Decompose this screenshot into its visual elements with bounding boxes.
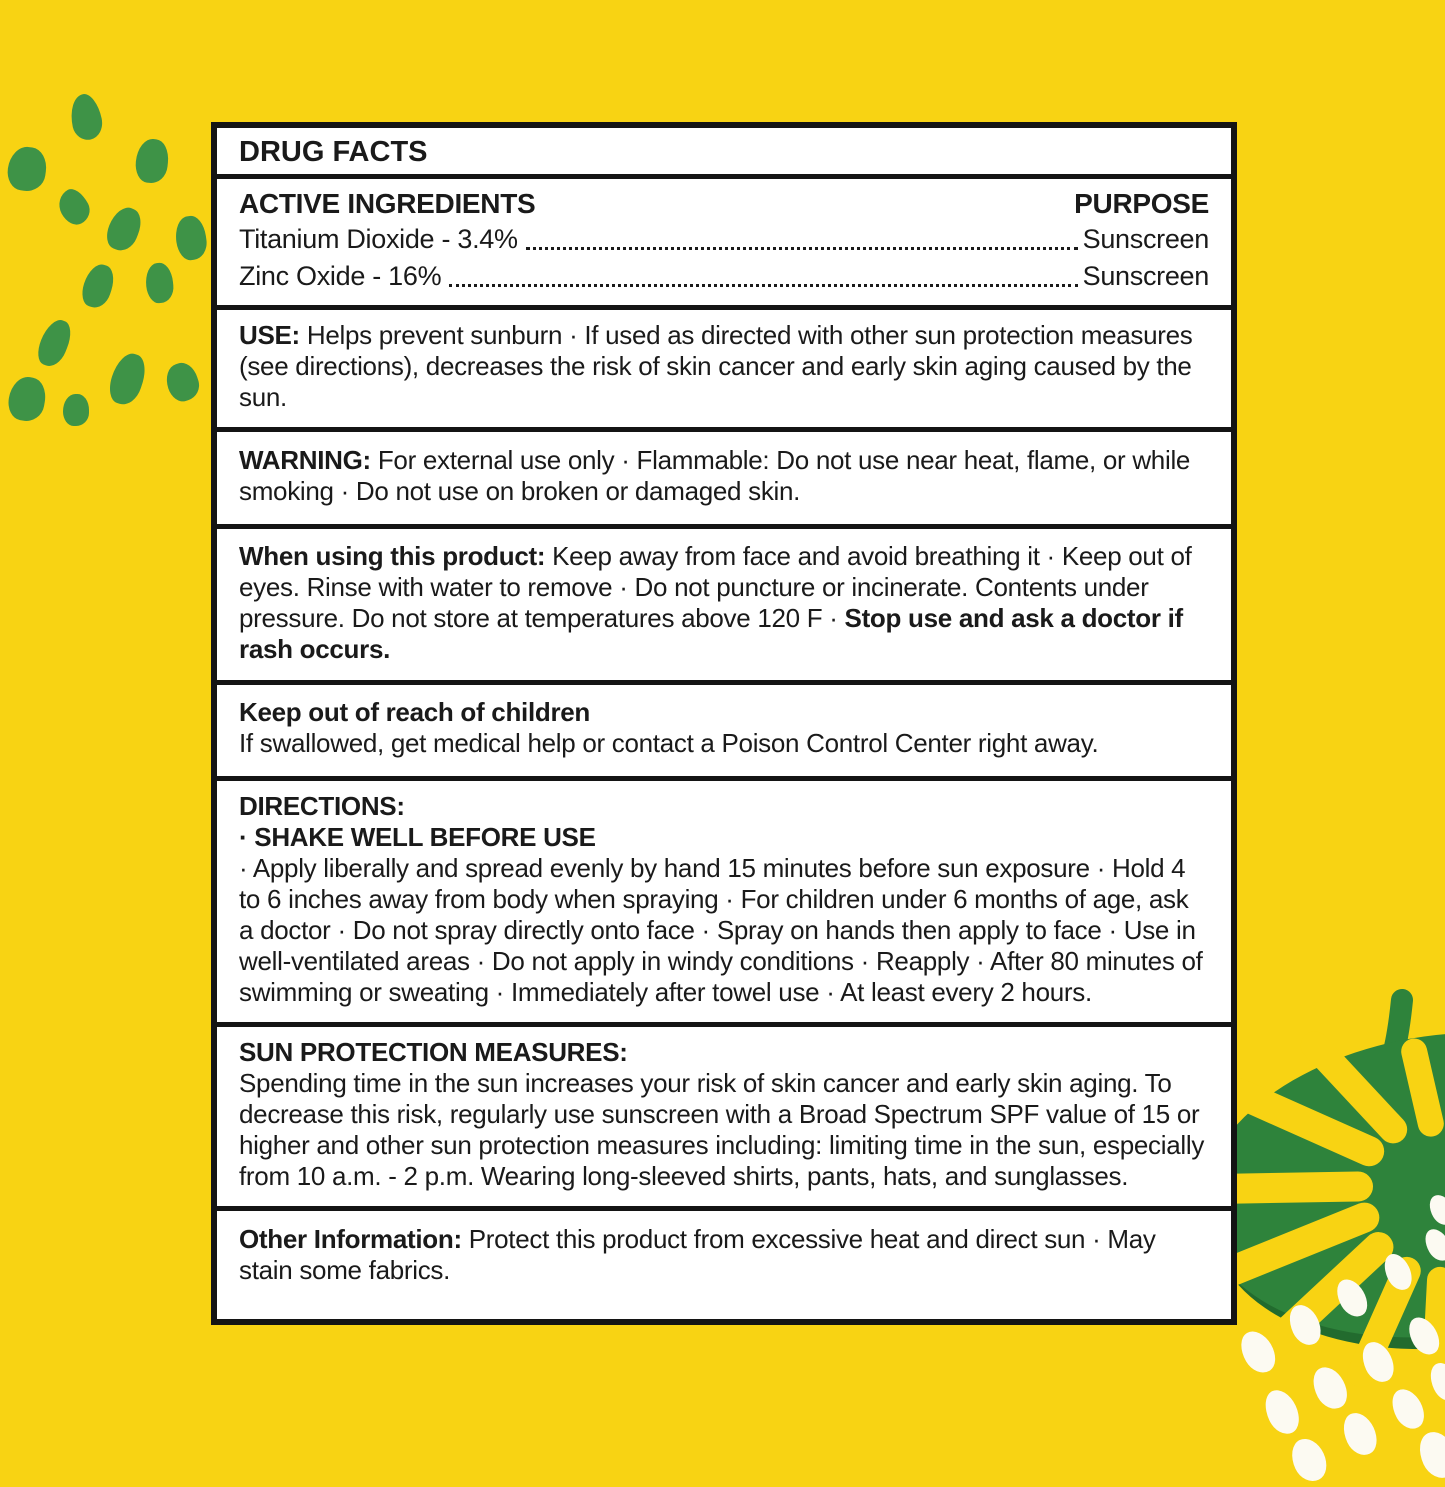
active-ingredients-label: ACTIVE INGREDIENTS [239, 188, 536, 219]
section-warning [217, 427, 1231, 524]
paint-dot-green [53, 185, 95, 230]
section-keep-out-of-reach [217, 680, 1231, 776]
directions-heading: DIRECTIONS: [239, 791, 405, 821]
paint-dot-green [134, 137, 170, 184]
paint-dot-green [63, 394, 89, 426]
section-use [217, 305, 1231, 427]
ingredient-purpose: Sunscreen [1082, 261, 1209, 291]
use-text: Helps prevent sunburn · If used as directed with other sun protection measures (see directions), decreases the risk of skin cancer and early skin aging caused by the sun. [239, 320, 1193, 412]
ingredient-name: Zinc Oxide - 16% [239, 261, 442, 291]
active-ingredients-header [239, 187, 1209, 221]
sun-protection-heading: SUN PROTECTION MEASURES: [239, 1037, 628, 1067]
sun-protection-text: Spending time in the sun increases your risk of skin cancer and early skin aging. To decrease this risk, regularly use sunscreen with a Broad Spectrum SPF value of 15 or higher and other sun protection measures including: limiting time in the sun, especially from 10 a.m. - 2 p.m. Wearing long-sleeved shirts, pants, hats, and sunglasses. [239, 1068, 1205, 1191]
when-using-text: Keep away from face and avoid breathing it · Keep out of eyes. Rinse with water to remove · Do not puncture or incinerate. Contents under pressure. Do not store at temperatures above 120 F · [239, 541, 1192, 633]
ingredient-purpose: Sunscreen [1082, 224, 1209, 254]
dotted-leader [526, 247, 1078, 250]
use-label: USE: [239, 320, 300, 350]
other-info-label: Other Information: [239, 1224, 462, 1254]
paint-dot-green [102, 203, 146, 255]
warning-label: WARNING: [239, 445, 371, 475]
other-info-text: Protect this product from excessive heat and direct sun · May stain some fabrics. [239, 1224, 1156, 1285]
children-text: If swallowed, get medical help or contact a Poison Control Center right away. [239, 728, 1099, 758]
ingredient-row [239, 258, 1209, 295]
paint-dot-green [144, 262, 175, 305]
paint-dot-green [105, 349, 151, 408]
section-other-information [217, 1206, 1231, 1316]
paint-dot-green [33, 316, 76, 371]
purpose-label: PURPOSE [1074, 188, 1209, 219]
section-drug-facts-title [217, 128, 1231, 174]
paint-dot-green [67, 91, 106, 142]
directions-subheading: · SHAKE WELL BEFORE USE [239, 822, 596, 852]
paint-dot-green [5, 145, 49, 194]
section-sun-protection [217, 1022, 1231, 1206]
children-heading: Keep out of reach of children [239, 697, 591, 727]
paint-dot-green [78, 261, 118, 311]
drug-facts-panel [211, 122, 1237, 1325]
dotted-leader [449, 284, 1077, 287]
section-active-ingredients [217, 174, 1231, 305]
paint-dot-green [162, 359, 203, 405]
paint-dot-green [5, 374, 48, 424]
ingredient-row [239, 221, 1209, 258]
section-directions [217, 776, 1231, 1022]
directions-text: · Apply liberally and spread evenly by hand 15 minutes before sun exposure · Hold 4 to 6 inches away from body when spraying · For children under 6 months of age, ask a doctor · Do not spray directly onto face · Spray on hands then apply to face · Use in well-ventilated areas · Do not apply in windy conditions · Reapply · After 80 minutes of swimming or sweating · Immediately after towel use · At least every 2 hours. [239, 853, 1203, 1007]
when-using-label: When using this product: [239, 541, 546, 571]
drug-facts-title: DRUG FACTS [239, 136, 428, 168]
warning-text: For external use only · Flammable: Do not use near heat, flame, or while smoking · Do not use on broken or damaged skin. [239, 445, 1191, 506]
ingredient-name: Titanium Dioxide - 3.4% [239, 224, 518, 254]
when-using-bold-tail: Stop use and ask a doctor if rash occurs. [239, 603, 1183, 664]
paint-dot-green [173, 214, 209, 262]
section-when-using [217, 524, 1231, 680]
